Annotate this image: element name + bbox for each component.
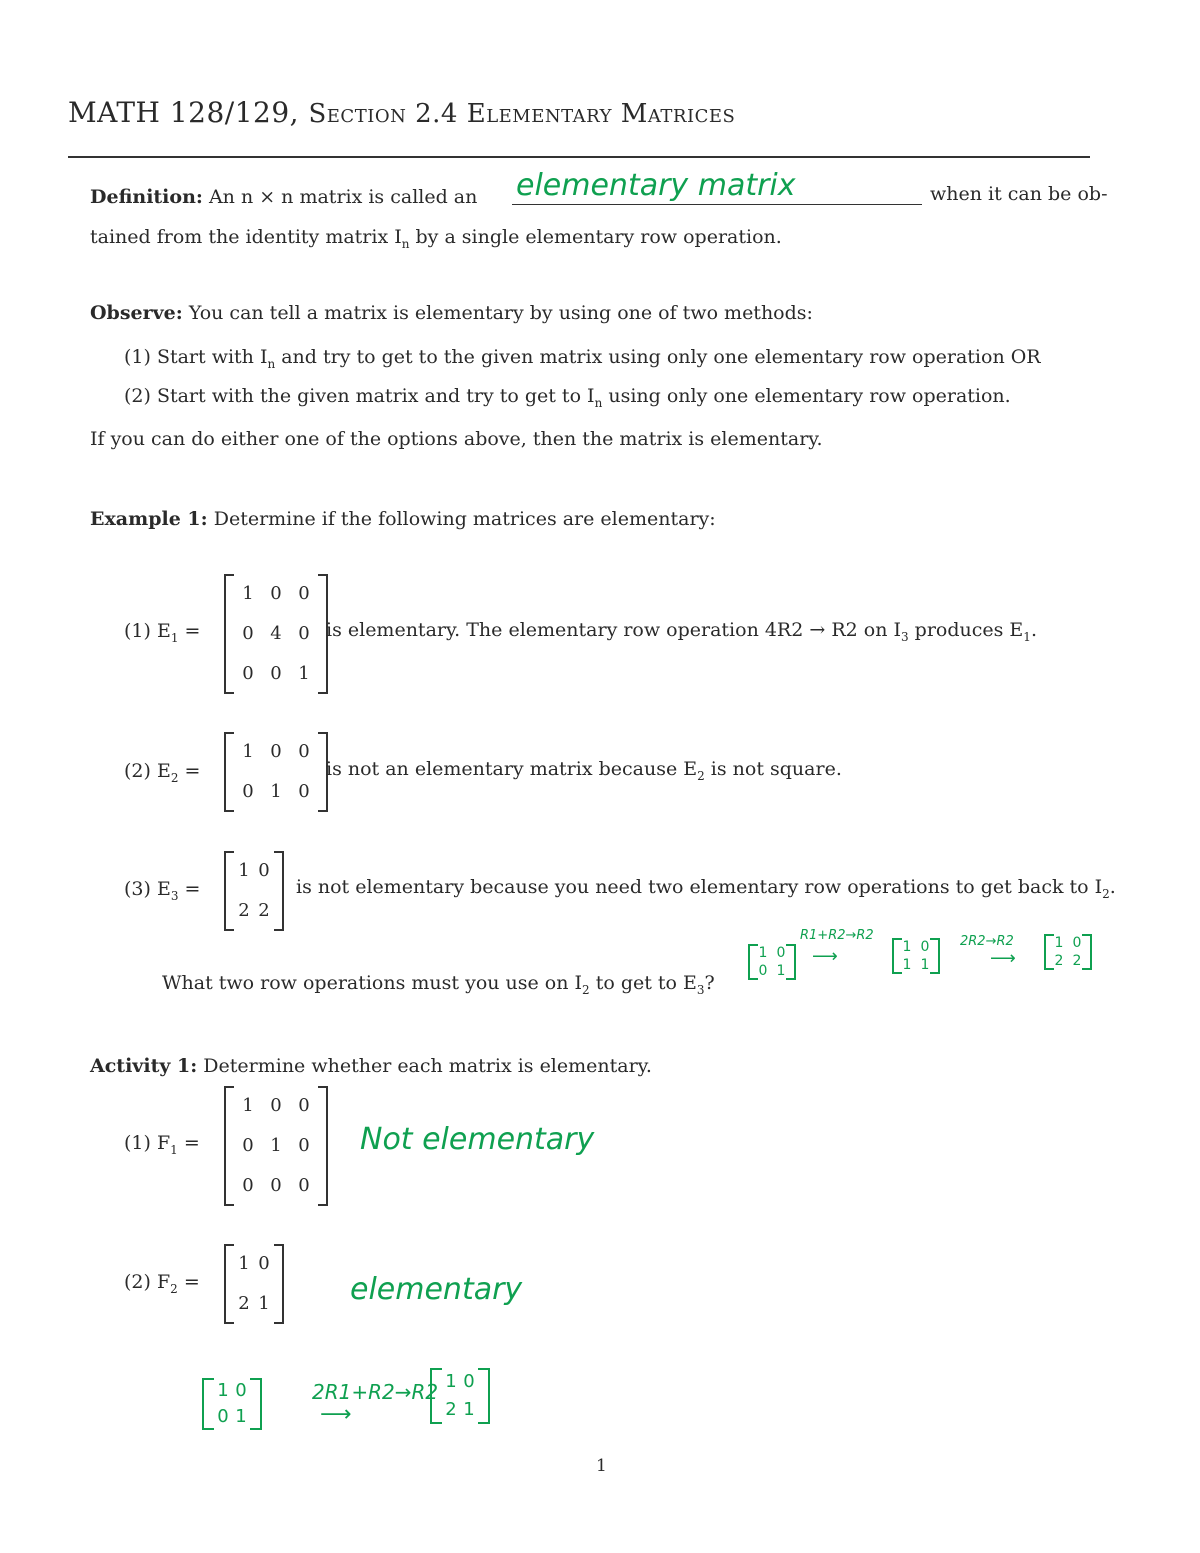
subscript: 2: [697, 768, 705, 783]
subscript: 1: [1023, 629, 1031, 644]
e1-label: (1) $E_1$ =: [124, 620, 201, 645]
item-text-rest: and try to get to the given matrix using only one elementary row operation OR: [275, 346, 1041, 368]
handwritten-matrix-identity-2: [202, 1378, 262, 1430]
matrix-cell: 2: [445, 1399, 457, 1420]
handwritten-row-op-2: 2R2→R2: [960, 934, 1014, 949]
matrix-cell: 0: [298, 1135, 310, 1156]
activity-label: Activity 1:: [90, 1055, 198, 1077]
definition-text: An n × n matrix is called an: [208, 186, 478, 208]
f2-label: (2) $F_2$ =: [124, 1271, 200, 1296]
handwritten-answer-f2: elementary: [350, 1272, 523, 1307]
subscript: 2: [1102, 886, 1110, 901]
matrix-cell: 1: [902, 939, 912, 955]
observe-text: You can tell a matrix is elementary by using one of two methods:: [188, 302, 813, 324]
matrix-cell: 0: [920, 939, 930, 955]
explanation-text-end: is not square.: [704, 758, 842, 780]
matrix-cell: 1: [463, 1399, 475, 1420]
matrix-cell: 1: [902, 957, 912, 973]
matrix-cell: 1: [235, 1406, 247, 1427]
matrix-cell: 0: [270, 741, 282, 762]
subscript: 3: [900, 629, 909, 644]
matrix-cell: 0: [235, 1380, 247, 1401]
matrix-cell: 0: [463, 1371, 475, 1392]
activity-text: Determine whether each matrix is elementary.: [203, 1055, 652, 1077]
matrix-cell: 2: [238, 1293, 250, 1314]
title-main: MATH 128/129,: [68, 96, 309, 129]
matrix-cell: 1: [242, 741, 254, 762]
handwritten-matrix-identity: [748, 944, 796, 980]
title-rule: [68, 156, 1090, 158]
title-section: Section 2.4 Elementary Matrices: [308, 99, 736, 129]
answer-blank-line: [512, 204, 922, 205]
subscript: 2: [170, 770, 179, 785]
matrix-cell: 0: [242, 623, 254, 644]
matrix-cell: 0: [298, 1175, 310, 1196]
arrow-icon: ⟶: [812, 946, 838, 967]
matrix-cell: 0: [270, 1175, 282, 1196]
matrix-cell: 0: [258, 860, 270, 881]
matrix-e1: [224, 574, 328, 694]
matrix-cell: 0: [242, 1175, 254, 1196]
matrix-cell: 0: [270, 583, 282, 604]
question-text-mid: to get to E: [589, 972, 697, 994]
matrix-e2: [224, 732, 328, 812]
matrix-name: (1) F: [124, 1132, 171, 1154]
e2-explanation: [326, 758, 842, 783]
explanation-text: is not elementary because you need two elementary row operations to get back to I: [296, 876, 1103, 898]
example-label: Example 1:: [90, 508, 208, 530]
subscript: 3: [170, 888, 179, 903]
subscript: 1: [170, 630, 179, 645]
subscript: 3: [696, 982, 705, 997]
matrix-cell: 0: [776, 945, 786, 961]
matrix-cell: 1: [258, 1293, 270, 1314]
explanation-text: is not an elementary matrix because E: [326, 758, 698, 780]
matrix-name: (1) E: [124, 620, 171, 642]
matrix-cell: 0: [298, 1095, 310, 1116]
activity-1-heading: [90, 1055, 652, 1077]
e3-label: (3) $E_3$ =: [124, 878, 201, 903]
matrix-cell: 0: [217, 1406, 229, 1427]
matrix-cell: 0: [298, 623, 310, 644]
definition-text-end: when it can be ob-: [930, 183, 1108, 205]
definition-text-4: by a single elementary row operation.: [409, 226, 782, 248]
example-text: Determine if the following matrices are elementary:: [213, 508, 716, 530]
item-text: (2) Start with the given matrix and try to get to I: [124, 385, 595, 407]
matrix-cell: 1: [238, 1253, 250, 1274]
matrix-cell: 0: [298, 781, 310, 802]
subscript: 2: [170, 1281, 178, 1296]
observe-conclusion: If you can do either one of the options above, then the matrix is elementary.: [90, 428, 823, 450]
subscript: n: [267, 356, 276, 371]
e2-label: (2) $E_2$ =: [124, 760, 201, 785]
item-text: (1) Start with I: [124, 346, 268, 368]
matrix-cell: 2: [1072, 953, 1082, 969]
matrix-cell: 0: [1072, 935, 1082, 951]
observe-item-2: [124, 385, 1011, 410]
matrix-cell: 0: [298, 583, 310, 604]
handwritten-row-op-1: R1+R2→R2: [800, 928, 874, 943]
subscript: n: [401, 236, 410, 251]
matrix-cell: 0: [758, 963, 768, 979]
item-text-rest: using only one elementary row operation.: [602, 385, 1011, 407]
definition-line-2: [90, 226, 782, 251]
matrix-cell: 4: [270, 623, 282, 644]
page-title: [68, 96, 735, 129]
arrow-icon: ⟶: [990, 948, 1016, 969]
matrix-cell: 0: [270, 663, 282, 684]
handwritten-matrix-f2: [430, 1368, 490, 1424]
matrix-cell: 1: [298, 663, 310, 684]
matrix-name: (2) F: [124, 1271, 171, 1293]
e1-explanation: is elementary. The elementary row operation 4R2 → R2 on $I_3$ produces $E_1$.: [326, 619, 1037, 644]
explanation-text: is elementary. The elementary row operation 4R2 → R2 on I: [326, 619, 901, 641]
e3-question: [162, 972, 715, 997]
matrix-cell: 1: [270, 781, 282, 802]
matrix-cell: 1: [920, 957, 930, 973]
definition-label: Definition:: [90, 186, 203, 208]
matrix-cell: 2: [1054, 953, 1064, 969]
matrix-f1: [224, 1086, 328, 1206]
matrix-name: (2) E: [124, 760, 171, 782]
arrow-icon: ⟶: [320, 1402, 352, 1427]
handwritten-matrix-e3: [1044, 934, 1092, 970]
matrix-cell: 1: [776, 963, 786, 979]
matrix-cell: 0: [298, 741, 310, 762]
matrix-cell: 1: [445, 1371, 457, 1392]
explanation-text-end: produces E: [908, 619, 1024, 641]
matrix-name: (3) E: [124, 878, 171, 900]
matrix-cell: 0: [270, 1095, 282, 1116]
subscript: n: [594, 395, 603, 410]
matrix-e3: [224, 851, 284, 931]
matrix-f2: [224, 1244, 284, 1324]
observe-line: [90, 302, 813, 324]
matrix-cell: 1: [238, 860, 250, 881]
subscript: 2: [582, 982, 590, 997]
matrix-cell: 0: [258, 1253, 270, 1274]
handwritten-matrix-intermediate: [892, 938, 940, 974]
question-text: What two row operations must you use on I: [162, 972, 583, 994]
matrix-cell: 0: [242, 781, 254, 802]
observe-label: Observe:: [90, 302, 183, 324]
subscript: 1: [170, 1142, 178, 1157]
observe-item-1: [124, 346, 1041, 371]
matrix-cell: 1: [270, 1135, 282, 1156]
page-number: 1: [596, 1456, 607, 1476]
definition-text-3: tained from the identity matrix I: [90, 226, 402, 248]
handwritten-answer-definition: elementary matrix: [516, 168, 796, 203]
e3-explanation: is not elementary because you need two elementary row operations to get back to $I_2$.: [296, 876, 1116, 901]
matrix-cell: 1: [242, 1095, 254, 1116]
matrix-cell: 2: [238, 900, 250, 921]
f1-label: (1) $F_1$ =: [124, 1132, 200, 1157]
matrix-cell: 1: [242, 583, 254, 604]
example-1-heading: [90, 508, 716, 530]
matrix-cell: 2: [258, 900, 270, 921]
matrix-cell: 0: [242, 663, 254, 684]
definition-line-1: [90, 186, 477, 208]
matrix-cell: 1: [758, 945, 768, 961]
handwritten-answer-f1: Not elementary: [360, 1122, 595, 1157]
matrix-cell: 1: [1054, 935, 1064, 951]
question-mark: ?: [704, 972, 715, 994]
matrix-cell: 0: [242, 1135, 254, 1156]
matrix-cell: 1: [217, 1380, 229, 1401]
handwritten-row-op-f2: 2R1+R2→R2: [312, 1380, 439, 1404]
